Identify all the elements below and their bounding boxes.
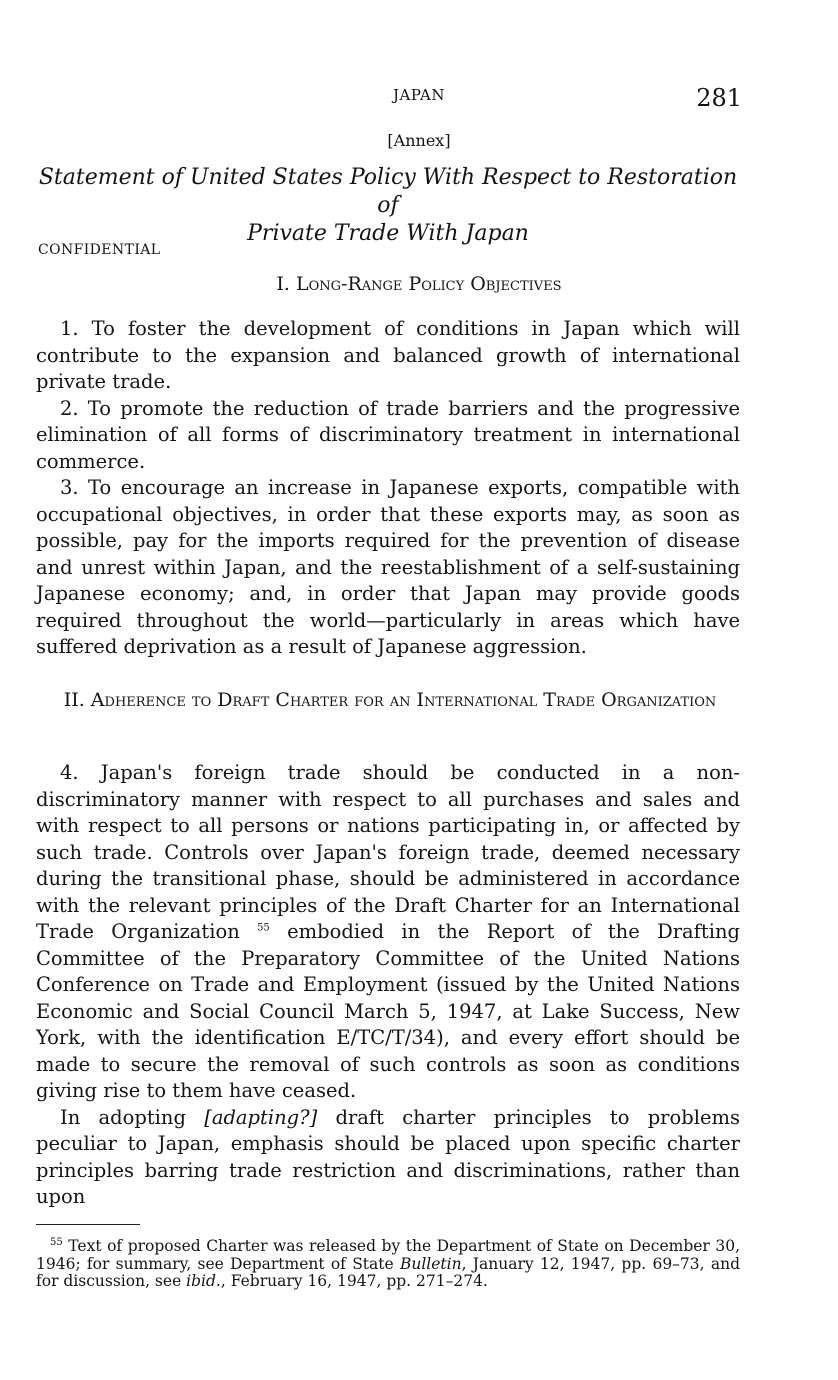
footnote-italic-bulletin: Bulletin xyxy=(399,1254,462,1273)
document-title-line-1: Statement of United States Policy With Respect to Restoration of xyxy=(38,165,738,218)
paragraph-5 xyxy=(36,1105,740,1211)
paragraph-4-text-a: 4. Japan's foreign trade should be conducted in a non-discriminatory manner with respect to all purchases and sales and with respect to all persons or nations participating in, or affected by such trade. Controls over Japan's foreign trade, deemed necessary during the transitional phase, should be administered in accordance with the relevant principles of the Draft Charter for an International Trade Organization xyxy=(36,761,740,943)
editorial-insertion: [adapting?] xyxy=(204,1105,318,1129)
section-1-body xyxy=(36,316,740,661)
footnote-text-b: , January 12, 1947, pp. 69–73, and for discussion, see xyxy=(36,1254,740,1290)
section-1-heading xyxy=(0,270,838,298)
page-number: 281 xyxy=(696,84,742,112)
section-1-numeral: I. xyxy=(276,273,290,295)
section-1-title: Long-Range Policy Objectives xyxy=(296,273,562,295)
annex-label: [Annex] xyxy=(387,131,451,150)
classification-label: CONFIDENTIAL xyxy=(38,242,161,258)
footnote-reference-55[interactable]: 55 xyxy=(257,922,270,934)
footnote-italic-ibid: ibid. xyxy=(186,1272,221,1290)
paragraph-4-text-b: embodied in the Report of the Drafting Committee of the Preparatory Committee of the United Nations Conference on Trade and Employment (issued by the United Nations Economic and Social Council March 5, 1947, at Lake Success, New York, with the identification E/TC/T/34), and every effort should be made to secure the removal of such controls as soon as conditions giving rise to them have ceased. xyxy=(36,920,740,1102)
paragraph-5-text-b: draft charter principles to problems peculiar to Japan, emphasis should be placed upon specific charter principles barring trade restriction and discriminations, rather than upon xyxy=(36,1105,740,1208)
document-title-line-2: Private Trade With Japan xyxy=(247,221,529,246)
document-title xyxy=(36,164,740,248)
section-2-body xyxy=(36,760,740,1211)
footnote-text-a: Text of proposed Charter was released by the Department of State on December 30, 1946; for summary, see Department of State xyxy=(36,1237,741,1273)
paragraph-1: 1. To foster the development of conditions in Japan which will contribute to the expansion and balanced growth of international private trade. xyxy=(36,317,740,393)
paragraph-2: 2. To promote the reduction of trade barriers and the progressive elimination of all forms of discriminatory treatment in international commerce. xyxy=(36,396,740,473)
footnote-55 xyxy=(36,1238,740,1291)
footnote-text-c: , February 16, 1947, pp. 271–274. xyxy=(220,1272,488,1290)
section-2-numeral: II. xyxy=(63,689,85,711)
footnote-divider xyxy=(36,1224,140,1225)
paragraph-4 xyxy=(36,760,740,1105)
paragraph-3: 3. To encourage an increase in Japanese exports, compatible with occupational objectives, in order that these exports may, as soon as possible, pay for the imports required for the prevention of disease and unrest within Japan, and the reestablishment of a self-sustaining Japanese economy; and, in order that Japan may provide goods required throughout the world—particularly in areas which have suffered deprivation as a result of Japanese aggression. xyxy=(36,476,740,658)
footnote-marker: 55 xyxy=(50,1236,63,1248)
section-2-title: Adherence to Draft Charter for an International Trade Organization xyxy=(90,689,717,711)
running-head: JAPAN xyxy=(392,86,446,104)
paragraph-5-text-a: In adopting xyxy=(60,1105,205,1129)
section-2-heading xyxy=(40,686,740,714)
